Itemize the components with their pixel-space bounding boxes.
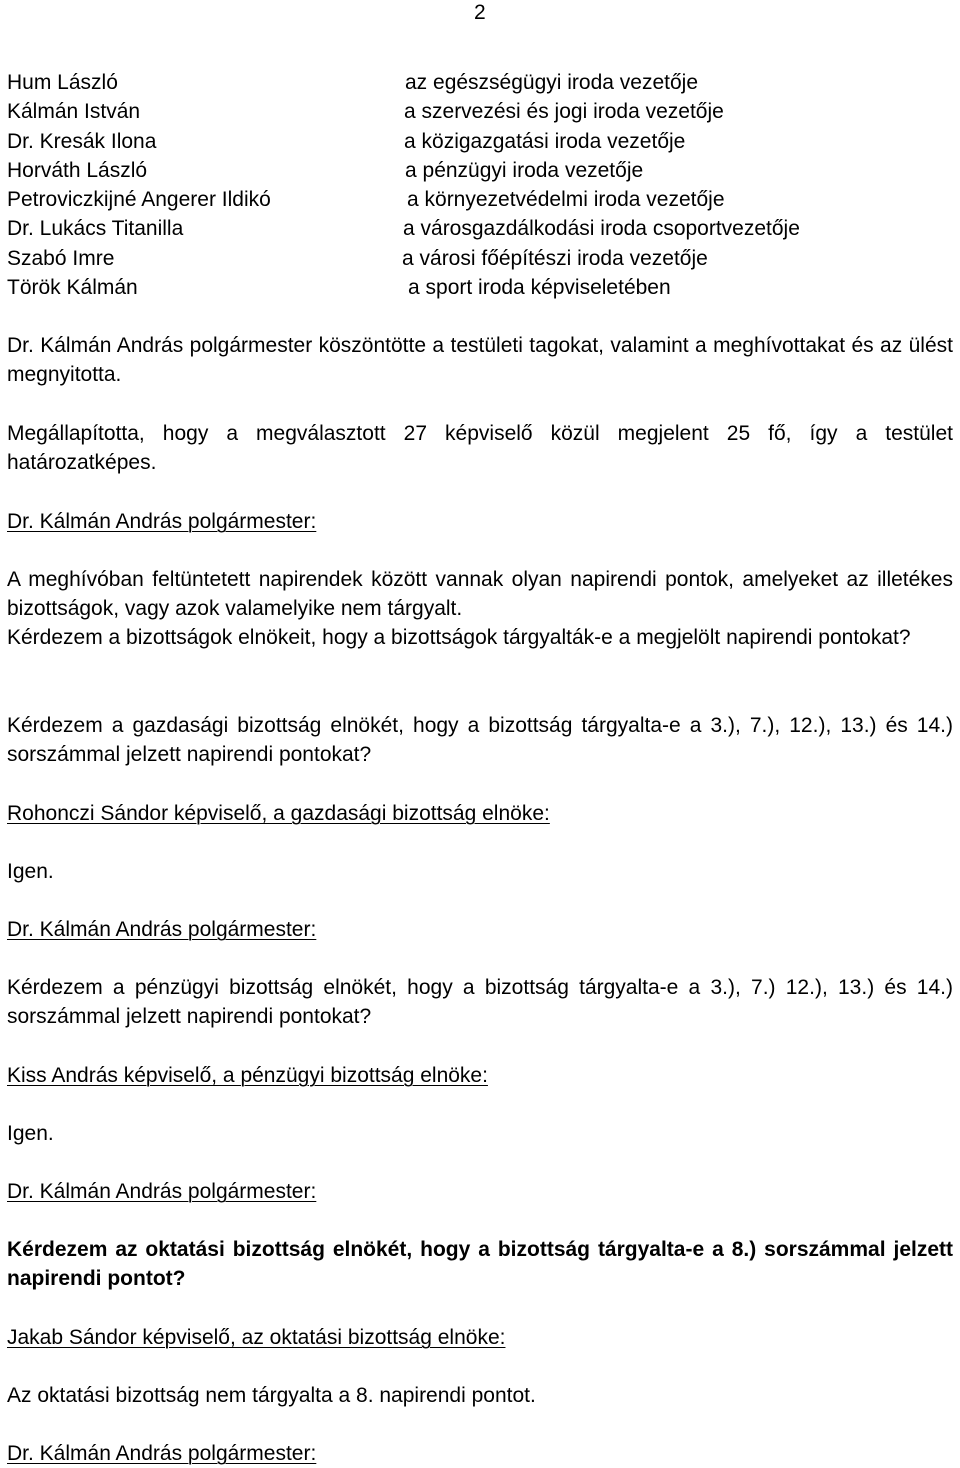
attendee-role: a pénzügyi iroda vezetője [405,158,644,182]
speaker-heading: Jakab Sándor képviselő, az oktatási bizottság elnöke: [7,1326,506,1349]
mayor-question: Kérdezem a bizottságok elnökeit, hogy a bizottságok tárgyalták-e a megjelölt napirendi pontokat? [7,626,911,649]
quorum-paragraph: Megállapította, hogy a megválasztott 27 képviselő közül megjelent 25 fő, így a testület határozatképes. [7,422,953,474]
opening-paragraph: Dr. Kálmán András polgármester köszöntötte a testületi tagokat, valamint a meghívottakat és az ülést megnyitotta. [7,334,953,386]
attendee-role: a városgazdálkodási iroda csoportvezetője [403,217,800,241]
mayor-statement: A meghívóban feltüntetett napirendek között vannak olyan napirendi pontok, amelyeket az illetékes bizottságok, vagy azok valamelyike nem tárgyalt. [7,568,953,620]
page-number: 2 [474,1,486,24]
mayor-question: Kérdezem a pénzügyi bizottság elnökét, hogy a bizottság tárgyalta-e a 3.), 7.) 12.), 13.) és 14.) sorszámmal jelzett napirendi pontokat? [7,976,953,1028]
speaker-heading: Dr. Kálmán András polgármester: [7,1442,317,1465]
attendee-name: Dr. Kresák Ilona [7,129,157,153]
speaker-heading: Kiss András képviselő, a pénzügyi bizottság elnöke: [7,1064,488,1087]
attendee-role: a szervezési és jogi iroda vezetője [404,100,724,124]
attendee-list [7,68,953,302]
attendee-role: a városi főépítészi iroda vezetője [402,246,708,270]
answer: Igen. [7,860,54,883]
speaker-heading: Rohonczi Sándor képviselő, a gazdasági bizottság elnöke: [7,802,550,825]
attendee-row [7,68,953,97]
attendee-role: a környezetvédelmi iroda vezetője [407,188,725,212]
mayor-question-bold: Kérdezem az oktatási bizottság elnökét, hogy a bizottság tárgyalta-e a 8.) sorszámmal jelzett napirendi pontot? [7,1238,953,1290]
attendee-row [7,97,953,126]
attendee-row [7,244,953,273]
attendee-name: Szabó Imre [7,246,115,270]
attendee-name: Dr. Lukács Titanilla [7,217,184,241]
attendee-row [7,214,953,243]
attendee-name: Török Kálmán [7,276,138,300]
answer: Igen. [7,1122,54,1145]
attendee-role: az egészségügyi iroda vezetője [405,71,699,94]
speaker-heading: Dr. Kálmán András polgármester: [7,918,317,941]
speaker-heading: Dr. Kálmán András polgármester: [7,1180,317,1203]
attendee-row [7,273,953,302]
attendee-row [7,127,953,156]
answer: Az oktatási bizottság nem tárgyalta a 8. napirendi pontot. [7,1384,536,1407]
attendee-role: a sport iroda képviseletében [408,276,671,300]
attendee-name: Kálmán István [7,100,141,124]
attendee-name: Petroviczkijné Angerer Ildikó [7,188,271,212]
speaker-heading: Dr. Kálmán András polgármester: [7,510,317,533]
attendee-name: Hum László [7,71,118,94]
attendee-row [7,156,953,185]
mayor-question: Kérdezem a gazdasági bizottság elnökét, hogy a bizottság tárgyalta-e a 3.), 7.), 12.), 13.) és 14.) sorszámmal jelzett napirendi pontokat? [7,714,953,766]
attendee-name: Horváth László [7,158,148,182]
attendee-row [7,185,953,214]
attendee-role: a közigazgatási iroda vezetője [404,129,686,153]
